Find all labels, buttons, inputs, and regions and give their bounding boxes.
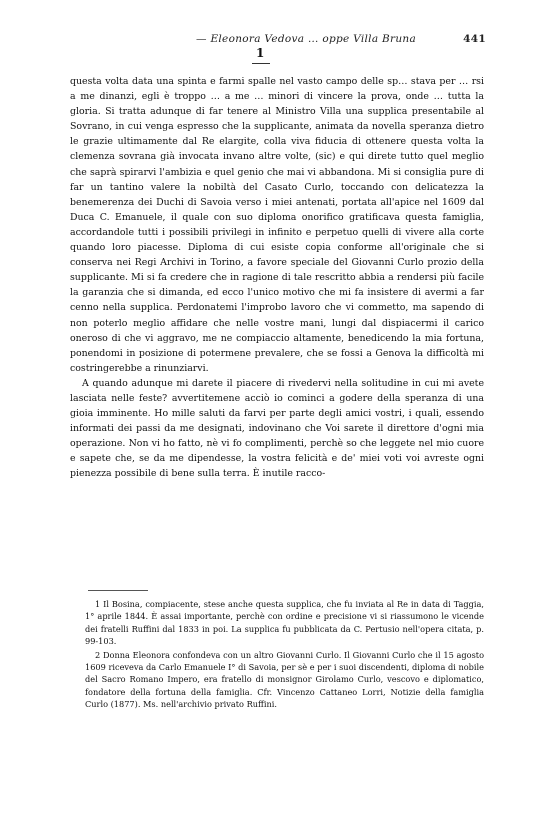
running-header [196, 33, 486, 47]
letter-body [70, 74, 484, 482]
page-number: 441 [463, 33, 486, 45]
footnotes [85, 598, 484, 712]
body-paragraph: questa volta data una spinta e farmi spalle nel vasto campo delle sp… stava per … rsi a me dinanzi, egli è troppo … a me … minori di vincere la prova, onde … tutta la gloria. Si tratta adunque di far tenere al Ministro Villa una supplica presentabile al Sovrano, in cui venga espresso che la supplicante, animata da novella speranza dietro le grazie ultimamente dal Re elargite, colla viva fiducia di ottenere questa volta la clemenza sovrana già invocata invano altre volte, (sic) e qui direte tutto quel meglio che saprà spirarvi l'ambizia e quel genio che mai vi abbandona. Mi si consiglia pure di far un tantino valere la nobiltà del Casato Curlo, toccando con delicatezza la benemerenza dei Duchi di Savoia verso i miei antenati, portata all'apice nel 1609 dal Duca C. Emanuele, il quale con suo diploma onorifico gratificava questa famiglia, accordandole tutti i possibili privilegi in infinito e perpetuo quelli di vivere alla corte quando loro piacesse. Diploma di cui esiste copia conforme all'originale che si conserva nei Regi Archivi in Torino, a favore speciale del Giovanni Curlo prozio della supplicante. Mi si fa credere che in ragione di tale rescritto abbia a rendersi più facile la garanzia che si dimanda, ed ecco l'unico motivo che mi fa insistere di avermi a far cenno nella supplica. Perdonatemi l'improbo lavoro che vi commetto, ma sapendo di non poterlo meglio affidare che nelle vostre mani, lungi dal dispiacermi il carico oneroso di che vi aggravo, me ne compiaccio altamente, benedicendo la mia fortuna, ponendomi in posizione di potermene prevalere, che se fossi a Genova la difficoltà mi costringerebbe a rinunziarvi. [70, 76, 484, 374]
footnote-rule [88, 590, 148, 591]
running-title: — Eleonora Vedova … oppe Villa Bruna [196, 33, 417, 45]
header-rule [252, 63, 270, 64]
header-mark: 1 [256, 46, 265, 60]
footnote: 1 Il Bosina, compiacente, stese anche questa supplica, che fu inviata al Re in data di Taggia, 1° aprile 1844. È assai importante, perchè con ordine e precisione vi si riassumono le vicende dei fratelli Ruffini dal 1833 in poi. La supplica fu pubblicata da C. Pertusio nell'opera citata, p. 99-103. [85, 599, 484, 647]
body-paragraph: A quando adunque mi darete il piacere di rivedervi nella solitudine in cui mi avete lasciata nelle feste? avvertitemene acciò io cominci a godere della speranza di una gioia imminente. Ho mille saluti da farvi per parte degli amici vostri, i quali, essendo informati dei passi da me designati, indovinano che Voi sarete il direttore d'ogni mia operazione. Non vi ho fatto, nè vi fo complimenti, perchè so che leggete nel mio cuore e sapete che, se da me dipendesse, la vostra felicità e de' miei voti voi avreste ogni pienezza possibile di bene sulla terra. È inutile racco- [70, 377, 484, 480]
footnote: 2 Donna Eleonora confondeva con un altro Giovanni Curlo. Il Giovanni Curlo che il 15 agosto 1609 riceveva da Carlo Emanuele I° di Savoia, per sè e per i suoi discendenti, diploma di nobile del Sacro Romano Impero, era fratello di monsignor Girolamo Curlo, vescovo e diplomatico, fondatore della fortuna della famiglia. Cfr. Vincenzo Cattaneo Lorri, Notizie della famiglia Curlo (1877). Ms. nell'archivio privato Ruffini. [85, 649, 484, 710]
